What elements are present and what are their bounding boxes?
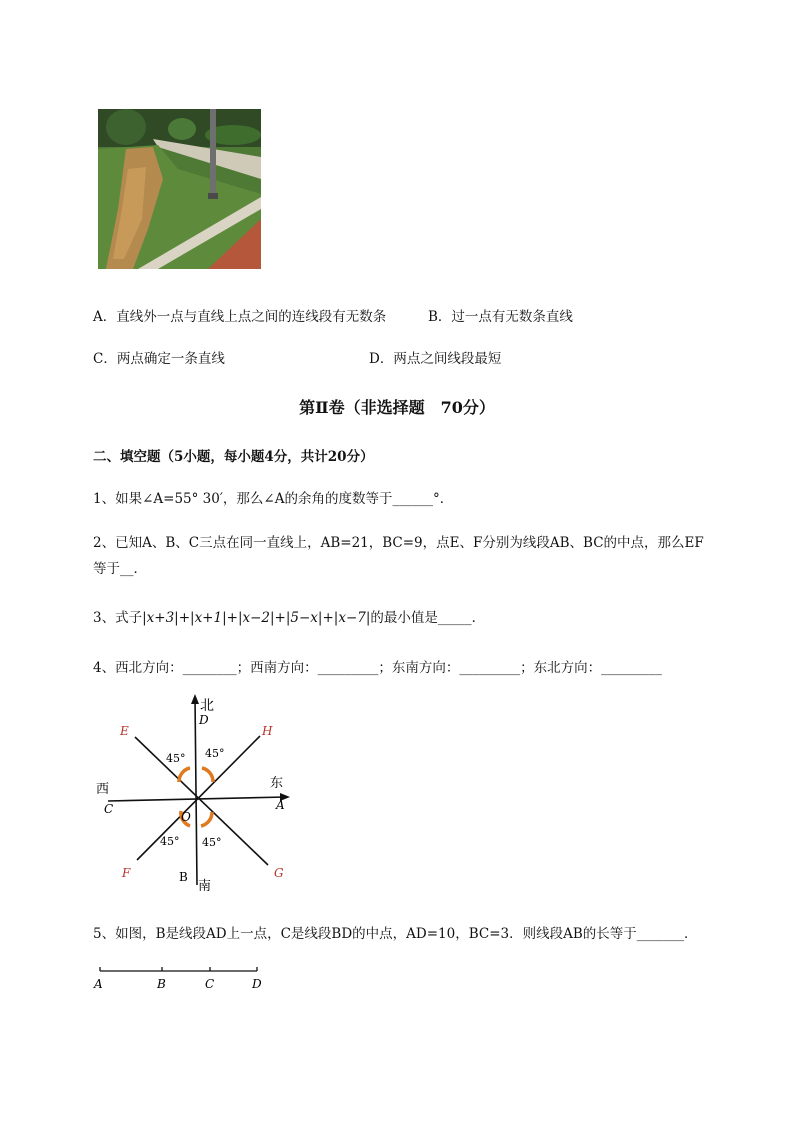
point-d-label: D xyxy=(252,977,262,991)
compass-diagram xyxy=(90,690,300,900)
label-a: A xyxy=(276,798,285,812)
label-o: O xyxy=(181,810,191,824)
label-west: 西 xyxy=(96,782,110,797)
label-e: E xyxy=(120,724,129,738)
point-c-label: C xyxy=(205,977,215,991)
section-heading: 二、填空题（5小题，每小题4分，共计20分） xyxy=(93,449,374,465)
option-a: A．直线外一点与直线上点之间的连线段有无数条 xyxy=(93,309,387,325)
label-d: D xyxy=(199,713,209,727)
label-c: C xyxy=(104,802,114,816)
angle-label-ne: 45° xyxy=(205,747,225,760)
question-1: 1、如果∠A=55° 30′，那么∠A的余角的度数等于______°． xyxy=(93,491,454,507)
point-a-label: A xyxy=(94,977,103,991)
question-2-line-1: 2、已知A、B、C三点在同一直线上，AB=21，BC=9，点E、F分别为线段AB、BC的中点，那么EF xyxy=(93,535,704,551)
angle-label-se: 45° xyxy=(202,836,222,849)
question-3-prefix: 3、式子 xyxy=(93,610,143,626)
path-photo xyxy=(98,109,261,269)
question-4: 4、西北方向：________；西南方向：_________；东南方向：_________；东北方向：_________ xyxy=(93,660,662,676)
angle-label-sw: 45° xyxy=(160,835,180,848)
question-2-line-2: 等于__． xyxy=(93,561,147,577)
label-g: G xyxy=(274,866,284,880)
label-b: B xyxy=(179,870,188,884)
label-h: H xyxy=(262,724,273,738)
label-east: 东 xyxy=(270,776,284,791)
part-title: 第Ⅱ卷（非选择题 70分） xyxy=(299,398,495,417)
segment-diagram xyxy=(90,962,275,997)
north-south-line xyxy=(195,698,197,885)
question-3-suffix: 的最小值是_____． xyxy=(370,610,486,626)
question-3 xyxy=(93,606,485,626)
option-b: B．过一点有无数条直线 xyxy=(428,309,573,325)
point-b-label: B xyxy=(157,977,166,991)
question-3-expression: |x+3|+|x+1|+|x−2|+|5−x|+|x−7| xyxy=(142,610,371,626)
label-south: 南 xyxy=(198,879,212,894)
option-c: C．两点确定一条直线 xyxy=(93,351,225,367)
option-d: D．两点之间线段最短 xyxy=(369,351,502,367)
label-f: F xyxy=(122,866,131,880)
north-arrow-icon xyxy=(191,694,199,704)
label-north: 北 xyxy=(200,698,214,714)
angle-label-nw: 45° xyxy=(166,752,186,765)
question-5: 5、如图，B是线段AD上一点，C是线段BD的中点，AD=10，BC=3．则线段AB的长等于_______． xyxy=(93,926,698,942)
